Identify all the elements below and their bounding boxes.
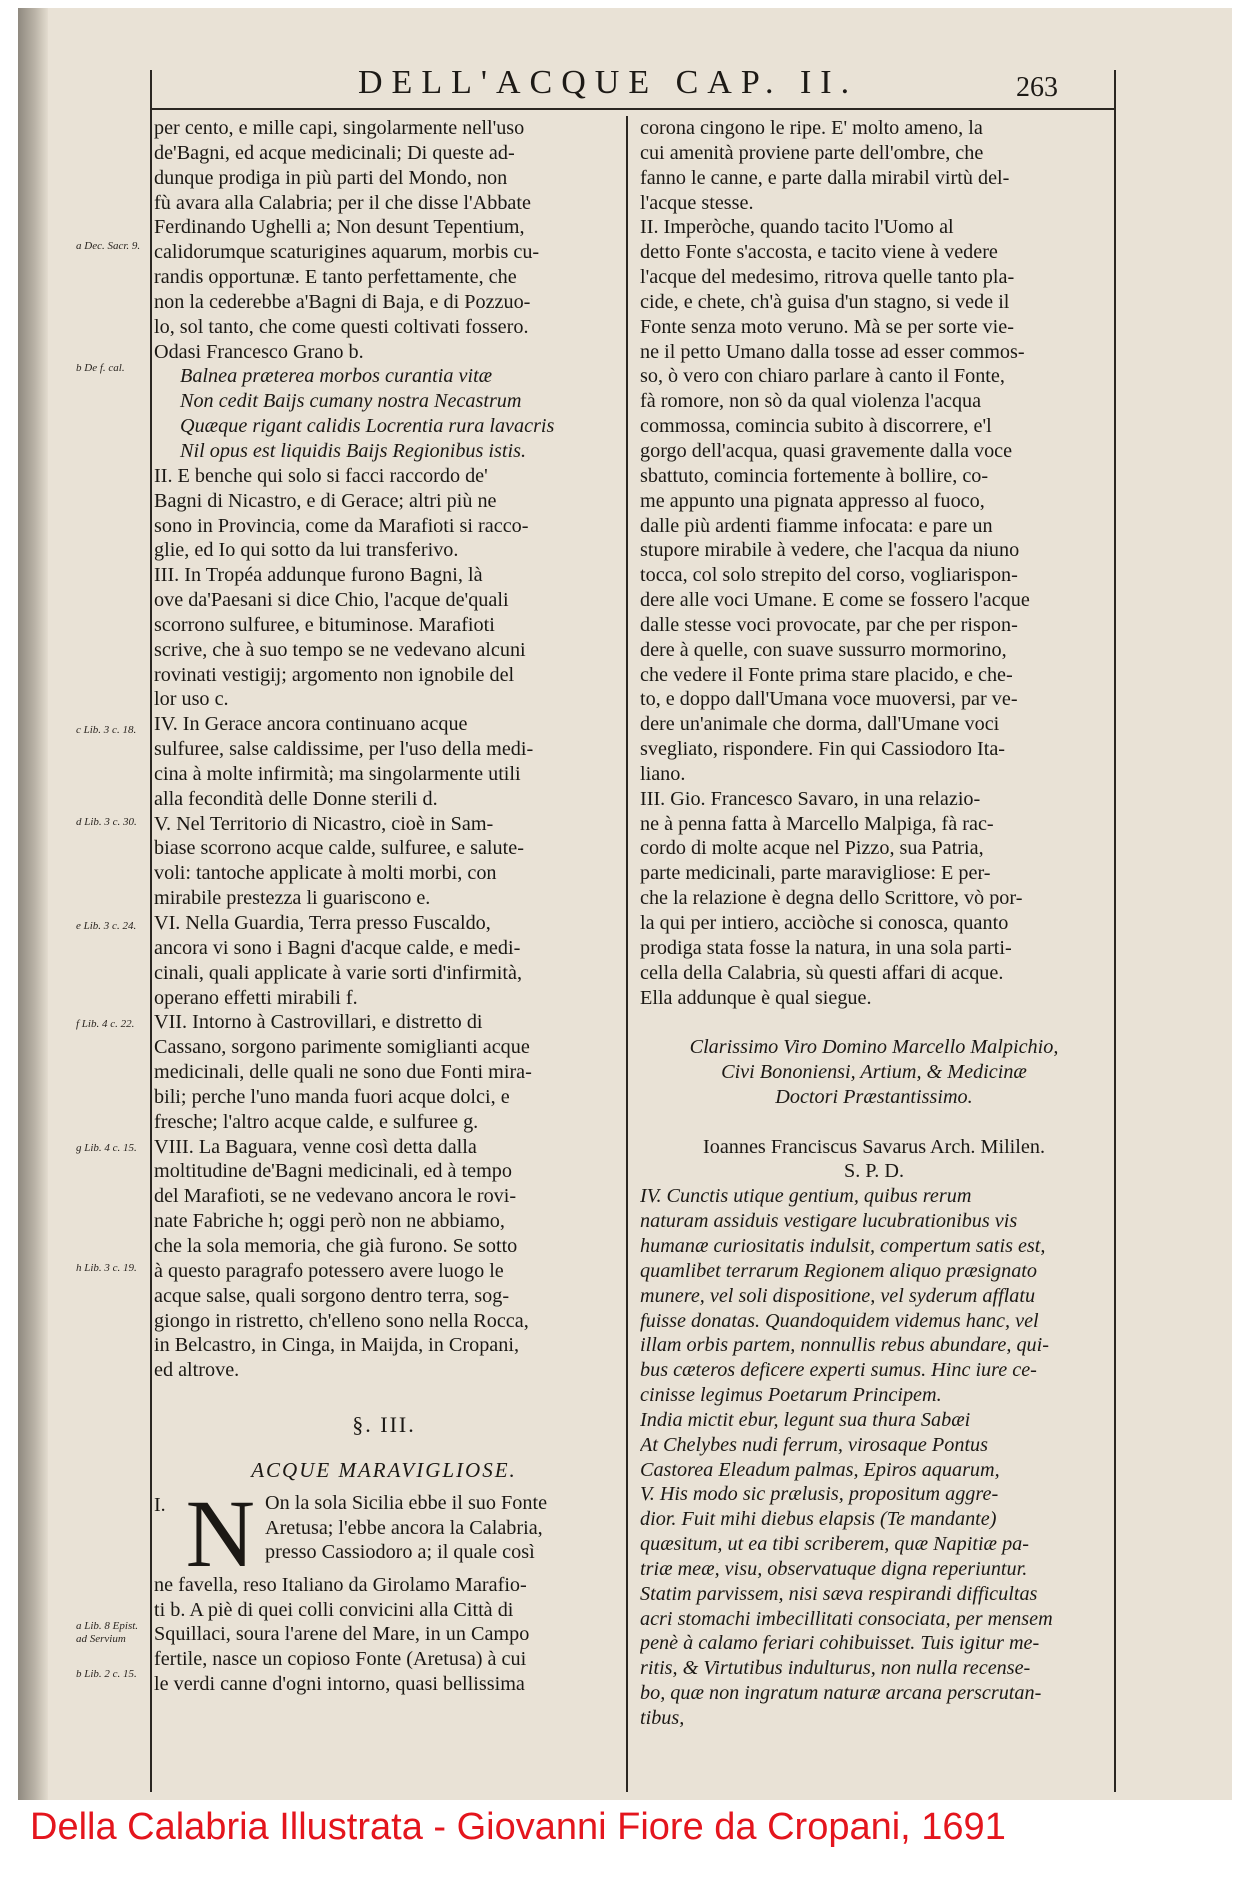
page-binding-shadow [18, 8, 48, 1800]
text-line: dunque prodiga in più parti del Mondo, non [154, 166, 508, 189]
text-line: cordo di molte acque nel Pizzo, sua Patria, [640, 837, 984, 860]
latin-line: tibus, [640, 1707, 685, 1729]
text-line: tocca, col solo strepito del corso, vogliarispon- [640, 564, 1018, 587]
text-line: in Belcastro, in Cinga, in Maijda, in Cropani, [154, 1334, 520, 1357]
text-line: III. In Tropéa addunque furono Bagni, là [154, 564, 483, 587]
latin-line: dior. Fuit mihi diebus elapsis (Te mandante) [640, 1508, 997, 1531]
right-column [640, 116, 1108, 1731]
text-line: l'acque del medesimo, ritrova quelle tanto pla- [640, 266, 1015, 289]
text-line: lo, sol tanto, che come questi coltivati fossero. [154, 315, 529, 338]
latin-line: ritis, & Virtutibus indulturus, non nulla recense- [640, 1657, 1031, 1680]
section-title: ACQUE MARAVIGLIOSE. [251, 1457, 517, 1482]
text-line: acque salse, quali sorgono dentro terra, sog- [154, 1284, 510, 1307]
latin-line: acri stomachi imbecillitati consociata, per mensem [640, 1607, 1053, 1630]
text-line: operano effetti mirabili f. [154, 986, 358, 1009]
address-line: Doctori Præstantissimo. [775, 1085, 973, 1108]
text-line: dalle più ardenti fiamme infocata: e pare un [640, 514, 993, 537]
text-line: commossa, comincia subito à discorrere, e'l [640, 415, 992, 438]
text-line: scorrono sulfuree, e bituminose. Marafioti [154, 613, 495, 636]
image-caption: Della Calabria Illustrata - Giovanni Fiore da Cropani, 1691 [30, 1806, 1006, 1848]
text-line: parte medicinali, parte maravigliose: E per- [640, 862, 991, 885]
text-line: scrive, che à suo tempo se ne vedevano alcuni [154, 638, 526, 661]
text-line: fanno le canne, e parte dalla mirabil virtù del- [640, 166, 1010, 189]
latin-line: triæ meæ, visu, observatuque digna reperiuntur. [640, 1557, 1028, 1580]
text-line: bili; perche l'uno manda fuori acque dolci, e [154, 1085, 510, 1108]
text-line: me appunto una pignata appresso al fuoco, [640, 489, 985, 512]
text-line: ed altrove. [154, 1359, 240, 1382]
text-line: Fonte senza moto veruno. Mà se per sorte vie- [640, 315, 1014, 338]
text-line: presso Cassiodoro a; il quale così [265, 1541, 535, 1564]
text-line: detto Fonte s'accosta, e tacito viene à vedere [640, 241, 998, 264]
marginal-note: c Lib. 3 c. 18. [76, 724, 137, 736]
latin-line: bus cæteros deficere experti sumus. Hinc iure ce- [640, 1359, 1037, 1382]
text-line: dere à quelle, con suave sussurro mormorino, [640, 638, 1007, 661]
verse-line: Nil opus est liquidis Baijs Regionibus istis. [180, 439, 527, 462]
page-number: 263 [1016, 72, 1058, 103]
text-line: ne il petto Umano dalla tosse ad esser commos- [640, 340, 1025, 363]
latin-line: quamlibet terrarum Regionem aliquo præsignato [640, 1259, 1038, 1282]
latin-line: India mictit ebur, legunt sua thura Sabæi [640, 1408, 971, 1431]
address-line: Civi Bononiensi, Artium, & Medicinæ [721, 1061, 1027, 1084]
text-line: liano. [640, 762, 686, 785]
latin-line: IV. Cunctis utique gentium, quibus rerum [640, 1185, 972, 1208]
text-line: Ferdinando Ughelli a; Non desunt Tepentium, [154, 216, 525, 239]
text-line: le verdi canne d'ogni intorno, quasi bellissima [154, 1673, 525, 1696]
running-head: DELL'ACQUE CAP. II. [358, 64, 859, 101]
text-line: VI. Nella Guardia, Terra presso Fuscaldo, [154, 912, 491, 934]
text-line: Squillaci, soura l'arene del Mare, in un Campo [154, 1623, 530, 1646]
text-line: che la sola memoria, che già furono. Se sotto [154, 1234, 518, 1257]
book-page [18, 8, 1232, 1800]
section-numeral: I. [154, 1493, 166, 1516]
latin-line: humanæ curiositatis indulsit, compertum satis est, [640, 1234, 1046, 1257]
header-rule [150, 108, 1116, 110]
latin-line: naturam assiduis vestigare lucubrationibus vis [640, 1210, 1018, 1233]
text-line: la qui per intiero, acciòche si conosca, quanto [640, 912, 1009, 934]
marginal-note: b De f. cal. [76, 362, 125, 374]
text-line: prodiga stata fosse la natura, in una sola parti- [640, 936, 1012, 959]
address-line: Clarissimo Viro Domino Marcello Malpichio, [689, 1036, 1059, 1059]
text-line: II. Imperòche, quando tacito l'Uomo al [640, 216, 954, 239]
text-line: cinali, quali applicate à varie sorti d'infirmità, [154, 961, 522, 984]
text-line: sulfuree, salse caldissime, per l'uso della medi- [154, 738, 534, 761]
text-line: IV. In Gerace ancora continuano acque [154, 713, 468, 736]
latin-line: Statim parvissem, nisi sæva respirandi difficultas [640, 1582, 1038, 1605]
text-line: de'Bagni, ed acque medicinali; Di queste ad- [154, 141, 515, 164]
text-line: l'acque stesse. [640, 191, 754, 214]
text-line: gorgo dell'acqua, quasi gravemente dalla voce [640, 439, 1013, 462]
text-line: dere alle voci Umane. E come se fossero l'acque [640, 589, 1030, 612]
marginal-note: h Lib. 3 c. 19. [76, 1262, 137, 1274]
text-line: dere un'animale che dorma, dall'Umane voci [640, 713, 1000, 736]
text-line: to, e doppo dall'Umana voce muoversi, par ve- [640, 688, 1018, 711]
text-line: randis opportunæ. E tanto perfettamente, che [154, 266, 517, 289]
text-line: fertile, nasce un copioso Fonte (Aretusa) à cui [154, 1648, 527, 1671]
text-line: sono in Provincia, come da Marafioti si racco- [154, 514, 529, 537]
section-heading: §. III. [352, 1412, 416, 1438]
text-line: biase scorrono acque calde, sulfuree, e salute- [154, 837, 524, 860]
text-line: ove da'Paesani si dice Chio, l'acque de'quali [154, 589, 509, 612]
column-divider [626, 116, 628, 1792]
text-line: cella della Calabria, sù questi affari di acque. [640, 961, 1004, 984]
text-line: rovinati vestigij; argomento non ignobile del [154, 663, 515, 686]
text-line: Cassano, sorgono parimente somiglianti acque [154, 1036, 530, 1059]
latin-line: penè à calamo feriari cohibuisset. Tuis igitur me- [640, 1632, 1040, 1655]
text-line: dalle stesse voci provocate, par che per rispon- [640, 613, 1018, 636]
verse-line: Balnea præterea morbos curantia vitæ [180, 365, 493, 388]
text-line: non la cederebbe a'Bagni di Baja, e di Pozzuo- [154, 290, 531, 313]
latin-line: cinisse legimus Poetarum Principem. [640, 1384, 942, 1407]
marginal-note: g Lib. 4 c. 15. [76, 1142, 137, 1154]
text-line: svegliato, rispondere. Fin qui Cassiodoro Ita- [640, 738, 1006, 761]
text-line: ne favella, reso Italiano da Girolamo Marafio- [154, 1573, 527, 1596]
text-line: cide, e chete, ch'à guisa d'un stagno, si vede il [640, 290, 1010, 313]
text-line: mirabile prestezza li guariscono e. [154, 887, 431, 910]
marginal-note: d Lib. 3 c. 30. [76, 816, 137, 828]
marginal-note: f Lib. 4 c. 22. [76, 1018, 135, 1030]
text-line: giongo in ristretto, ch'elleno sono nella Rocca, [154, 1309, 529, 1332]
text-line: sbattuto, comincia fortemente à bollire, co- [640, 464, 989, 487]
text-line: lor uso c. [154, 688, 229, 711]
text-line: medicinali, delle quali ne sono due Fonti mira- [154, 1061, 532, 1084]
latin-line: illam orbis partem, nonnullis rebus abundare, qui- [640, 1334, 1049, 1357]
salutation-line: Ioannes Franciscus Savarus Arch. Mililen. [703, 1135, 1045, 1158]
latin-line: V. His modo sic prælusis, propositum aggre- [640, 1483, 999, 1506]
latin-line: bo, quæ non ingratum naturæ arcana perscrutan- [640, 1682, 1042, 1705]
text-line: che la relazione è degna dello Scrittore, vò por- [640, 887, 1023, 910]
text-line: moltitudine de'Bagni medicinali, ed à tempo [154, 1160, 512, 1183]
text-line: voli: tantoche applicate à molti morbi, con [154, 862, 497, 885]
left-column [154, 116, 614, 1697]
latin-line: quæsitum, ut ea tibi scriberem, quæ Napitiæ pa- [640, 1533, 1029, 1556]
text-line: so, ò vero con chiaro parlare à canto il Fonte, [640, 365, 1005, 388]
text-line: Aretusa; l'ebbe ancora la Calabria, [265, 1516, 543, 1539]
text-line: V. Nel Territorio di Nicastro, cioè in Sam- [154, 812, 494, 835]
text-line: glie, ed Io qui sotto da lui transferivo. [154, 539, 459, 562]
text-line: VIII. La Baguara, venne così detta dalla [154, 1135, 477, 1158]
text-line: III. Gio. Francesco Savaro, in una relazio- [640, 787, 981, 810]
text-line: II. E benche qui solo si facci raccordo de' [154, 464, 488, 487]
latin-line: At Chelybes nudi ferrum, virosaque Pontus [640, 1433, 989, 1456]
verse-line: Quæque rigant calidis Locrentia rura lavacris [180, 415, 555, 438]
text-line: Odasi Francesco Grano b. [154, 340, 364, 363]
text-line: fù avara alla Calabria; per il che disse l'Abbate [154, 191, 531, 214]
text-line: corona cingono le ripe. E' molto ameno, la [640, 117, 983, 139]
salutation-line: S. P. D. [843, 1160, 905, 1183]
latin-line: munere, vel soli dispositione, vel syderum afflatu [640, 1284, 1036, 1307]
text-line: ne à penna fatta à Marcello Malpiga, fà rac- [640, 812, 994, 835]
marginal-note: e Lib. 3 c. 24. [76, 920, 137, 932]
text-line: nate Fabriche h; oggi però non ne abbiamo, [154, 1210, 505, 1233]
text-line: ancora vi sono i Bagni d'acque calde, e medi- [154, 936, 521, 959]
text-line: cina à molte infirmità; ma singolarmente utili [154, 762, 521, 785]
text-line: per cento, e mille capi, singolarmente nell'uso [154, 117, 525, 139]
text-line: cui amenità proviene parte dell'ombre, che [640, 141, 984, 164]
text-line: à questo paragrafo potessero avere luogo le [154, 1259, 504, 1282]
text-line: calidorumque scaturigines aquarum, morbis cu- [154, 241, 540, 264]
text-line: fà romore, non sò da qual violenza l'acqua [640, 390, 982, 413]
text-line: On la sola Sicilia ebbe il suo Fonte [265, 1491, 548, 1514]
text-line: fresche; l'altro acque calde, e sulfuree g. [154, 1110, 479, 1133]
marginal-note: b Lib. 2 c. 15. [76, 1668, 137, 1680]
latin-line: Castorea Eleadum palmas, Epiros aquarum, [640, 1458, 1000, 1481]
marginal-note: a Dec. Sacr. 9. [76, 240, 141, 252]
drop-cap: N [185, 1479, 255, 1587]
marginal-note: a Lib. 8 Epist. ad Servium [76, 1620, 139, 1645]
text-line: Bagni di Nicastro, e di Gerace; altri più ne [154, 489, 497, 512]
text-line: stupore mirabile à vedere, che l'acqua da niuno [640, 539, 1020, 562]
text-line: che vedere il Fonte prima stare placido, e che- [640, 663, 1013, 686]
latin-line: fuisse donatas. Quandoquidem videmus hanc, vel [640, 1309, 1039, 1332]
text-line: alla fecondità delle Donne sterili d. [154, 787, 438, 810]
text-line: del Marafioti, se ne vedevano ancora le rovi- [154, 1185, 517, 1208]
text-line: VII. Intorno à Castrovillari, e distretto di [154, 1011, 483, 1034]
text-line: ti b. A piè di quei colli convicini alla Città di [154, 1598, 514, 1621]
verse-line: Non cedit Baijs cumany nostra Necastrum [180, 390, 522, 413]
text-line: Ella addunque è qual siegue. [640, 986, 872, 1009]
